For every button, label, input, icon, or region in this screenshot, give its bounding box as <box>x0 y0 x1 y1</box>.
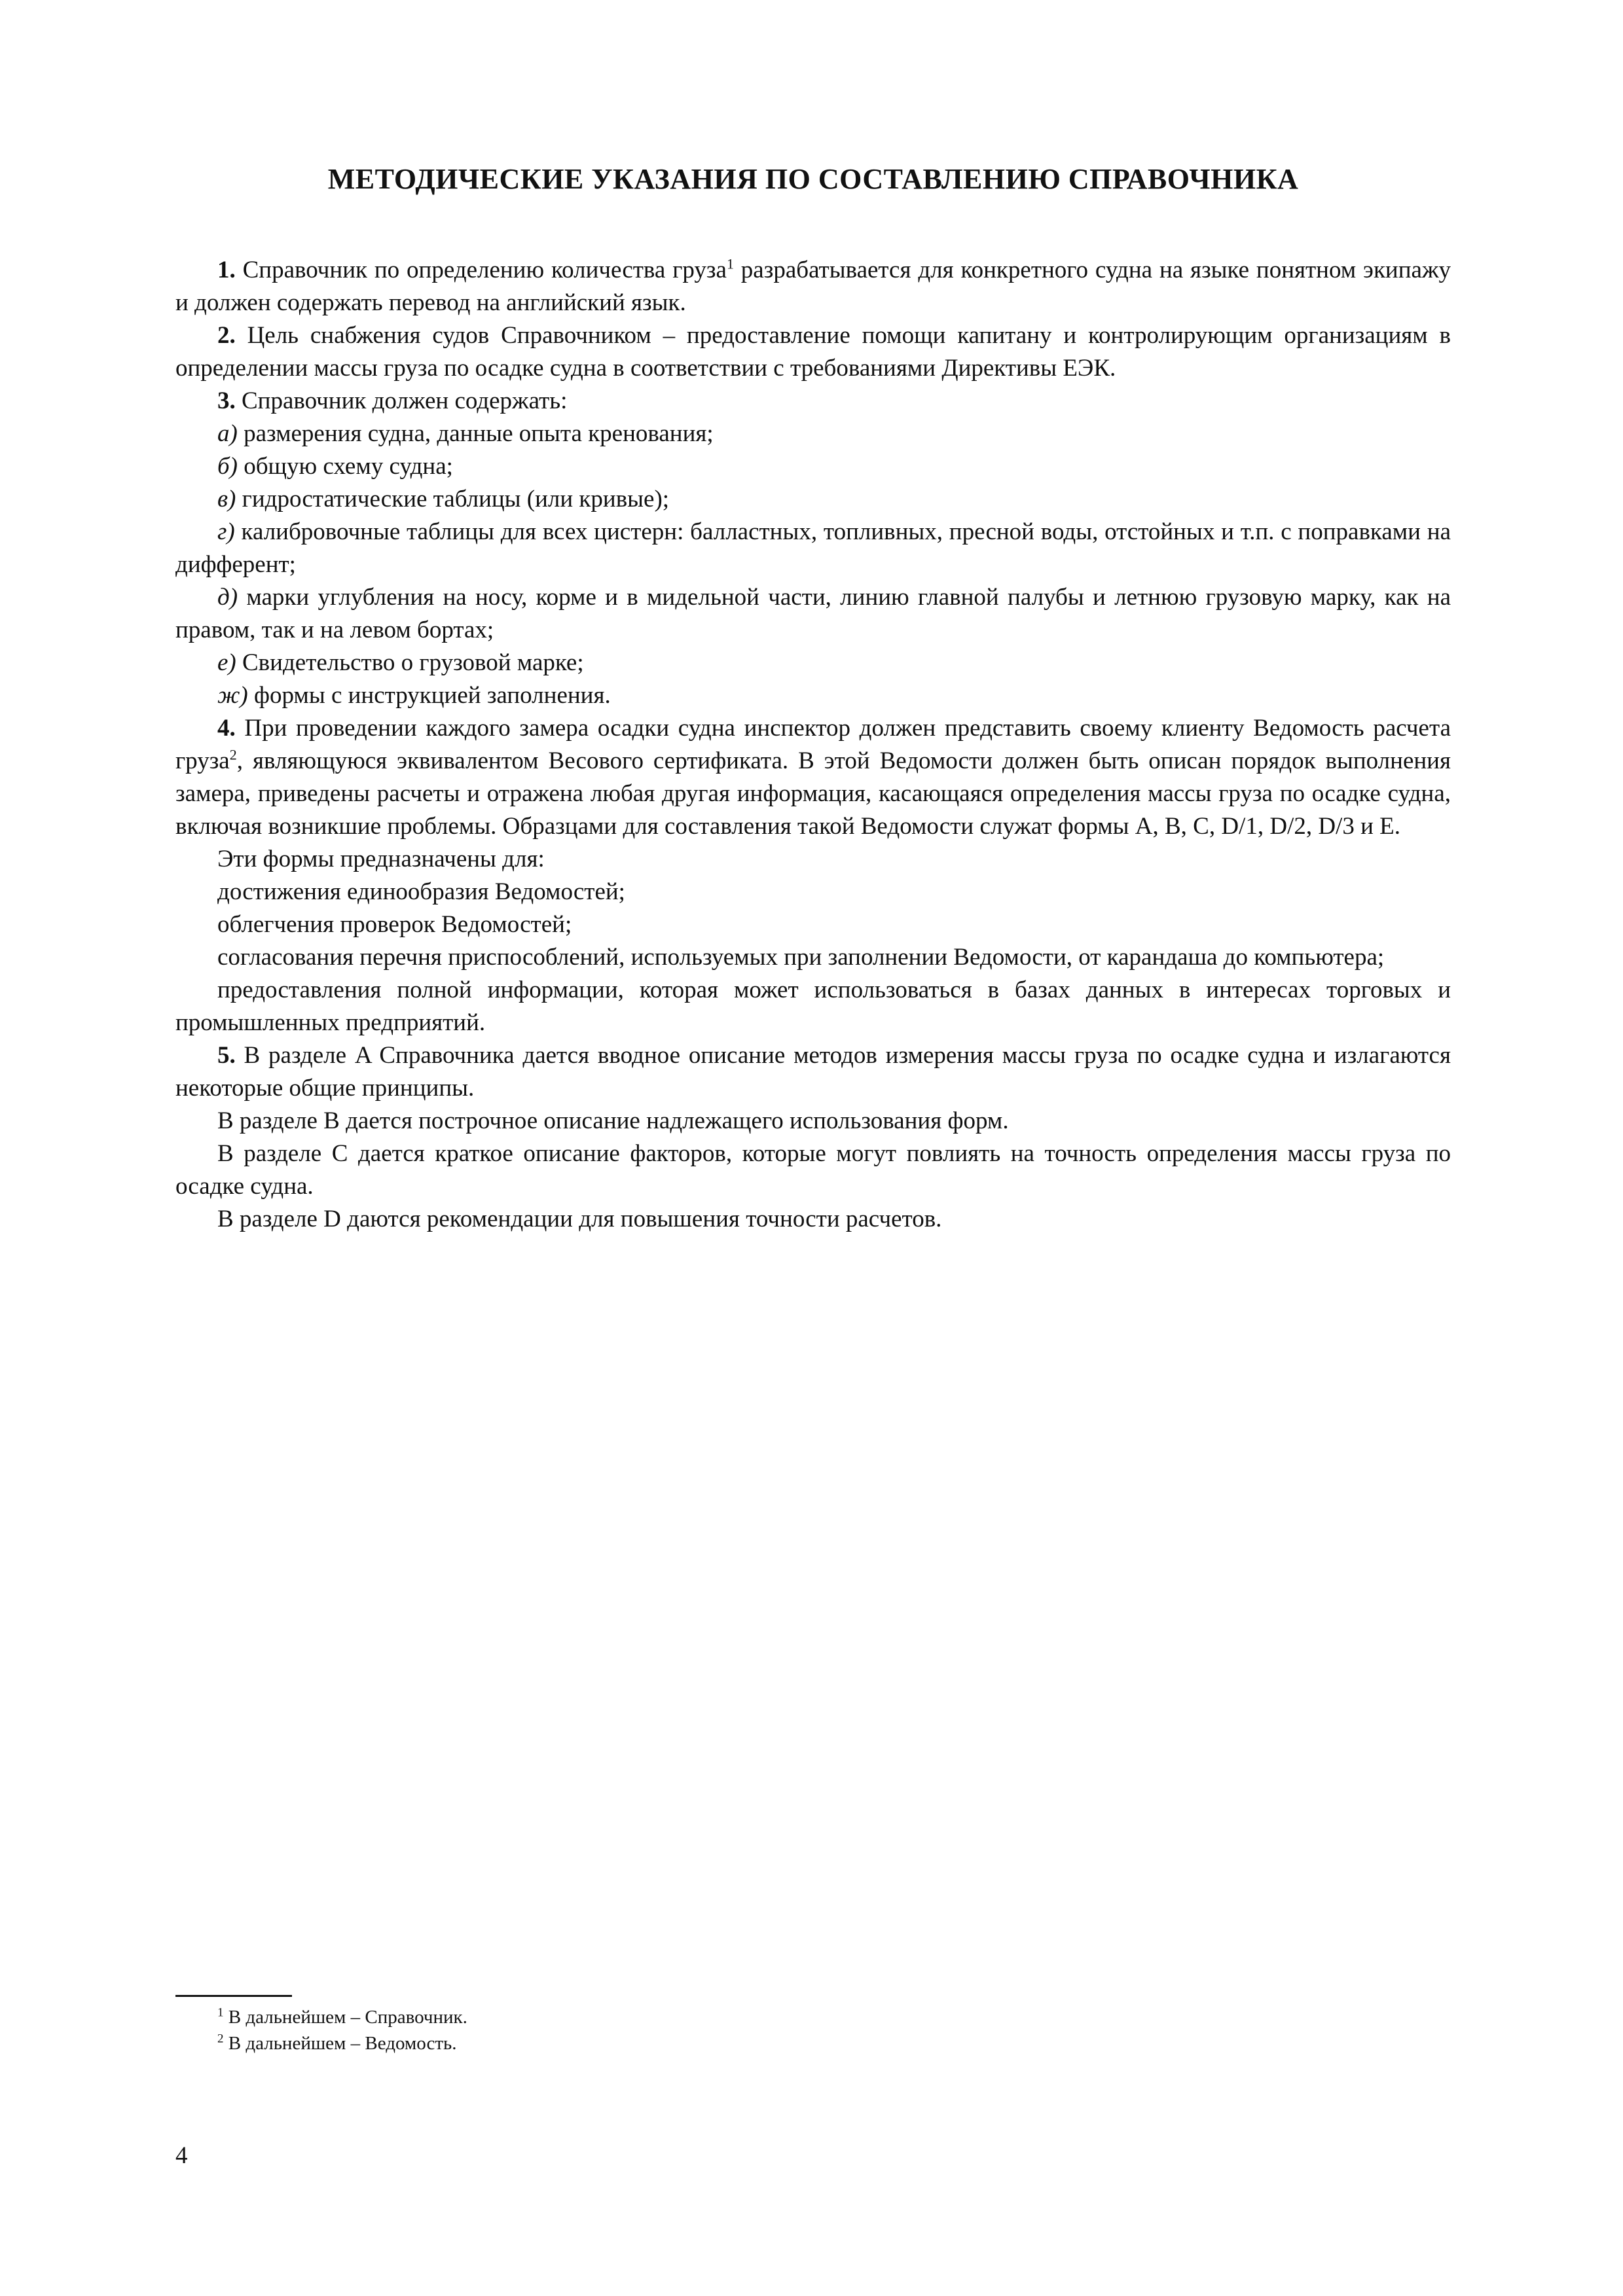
section-description: В разделе D даются рекомендации для повышения точности расчетов. <box>217 1206 942 1232</box>
paragraph-text: , являющуюся эквивалентом Весового сертификата. В этой Ведомости должен быть описан порядок выполнения замера, приведены расчеты и отражена любая другая информация, касающаяся определения массы груза по осадке судна, включая возникшие проблемы. Образцами для составления такой Ведомости служат формы A, B, C, D/1, D/2, D/3 и E. <box>175 747 1451 840</box>
list-text: размерения судна, данные опыта кренования; <box>237 420 714 447</box>
purpose-item: облегчения проверок Ведомостей; <box>217 911 572 938</box>
footnotes <box>175 2004 1451 2056</box>
list-text: гидростатические таблицы (или кривые); <box>236 486 670 512</box>
list-text: калибровочные таблицы для всех цистерн: балластных, топливных, пресной воды, отстойных и т.п. с поправками на дифферент; <box>175 518 1451 578</box>
paragraph-1 <box>175 254 1451 319</box>
list-text: марки углубления на носу, корме и в мидельной части, линию главной палубы и летнюю грузовую марку, как на правом, так и на левом бортах; <box>175 584 1451 643</box>
footnote <box>175 2004 1451 2030</box>
section-description: В разделе B дается построчное описание надлежащего использования форм. <box>217 1107 1009 1134</box>
footnote <box>175 2030 1451 2056</box>
paragraph-text: Справочник должен содержать: <box>235 387 568 414</box>
list-item <box>175 516 1451 581</box>
list-item <box>175 581 1451 647</box>
list-item <box>175 450 1451 483</box>
footnote-divider <box>175 1995 292 1997</box>
paragraph-3 <box>175 385 1451 418</box>
list-text: Свидетельство о грузовой марке; <box>236 649 584 676</box>
section-description: В разделе C дается краткое описание факторов, которые могут повлиять на точность определения массы груза по осадке судна. <box>175 1140 1451 1200</box>
list-text: общую схему судна; <box>237 453 453 480</box>
paragraph-2 <box>175 319 1451 385</box>
item-number: 1. <box>217 257 236 283</box>
list-letter: а) <box>217 420 238 447</box>
list-letter: г) <box>217 518 235 545</box>
footnote-mark: 1 <box>217 2005 224 2020</box>
paragraph-text: В разделе A Справочника дается вводное описание методов измерения массы груза по осадке судна и излагаются некоторые общие принципы. <box>175 1042 1451 1102</box>
list-letter: ж) <box>217 682 248 709</box>
page-title: МЕТОДИЧЕСКИЕ УКАЗАНИЯ ПО СОСТАВЛЕНИЮ СПРАВОЧНИКА <box>327 163 1299 195</box>
footnote-text: В дальнейшем – Справочник. <box>223 2007 467 2028</box>
item-number: 2. <box>217 322 236 349</box>
page-number: 4 <box>175 2142 188 2169</box>
paragraph-forms-intro: Эти формы предназначены для: <box>217 846 545 872</box>
list-letter: д) <box>217 584 238 611</box>
paragraph-text: разрабатывается для конкретного судна на языке понятном экипажу и должен содержать перевод на английский язык. <box>175 257 1451 316</box>
purpose-item: предоставления полной информации, которая может использоваться в базах данных в интересах торговых и промышленных предприятий. <box>175 977 1451 1036</box>
footnote-mark: 2 <box>217 2032 224 2046</box>
list-item <box>175 418 1451 450</box>
list-item <box>175 647 1451 679</box>
list-letter: е) <box>217 649 236 676</box>
paragraph-text: Справочник по определению количества груза <box>235 257 727 283</box>
footnote-ref: 2 <box>229 746 237 763</box>
paragraph-text: При проведении каждого замера осадки судна инспектор должен представить своему клиенту Ведомость расчета груза <box>175 715 1451 774</box>
paragraph-text: Цель снабжения судов Справочником – предоставление помощи капитану и контролирующим организациям в определении массы груза по осадке судна в соответствии с требованиями Директивы ЕЭК. <box>175 322 1451 382</box>
purpose-item: достижения единообразия Ведомостей; <box>217 878 625 905</box>
paragraph-5 <box>175 1039 1451 1105</box>
list-letter: в) <box>217 486 236 512</box>
item-number: 5. <box>217 1042 236 1069</box>
footnote-ref: 1 <box>726 255 734 272</box>
item-number: 3. <box>217 387 236 414</box>
purpose-item: согласования перечня приспособлений, используемых при заполнении Ведомости, от карандаша до компьютера; <box>217 944 1385 971</box>
footnote-text: В дальнейшем – Ведомость. <box>223 2033 457 2054</box>
list-text: формы с инструкцией заполнения. <box>247 682 611 709</box>
list-letter: б) <box>217 453 238 480</box>
item-number: 4. <box>217 715 236 742</box>
list-item <box>175 483 1451 516</box>
list-item <box>175 679 1451 712</box>
body-text <box>175 254 1451 1236</box>
paragraph-4 <box>175 712 1451 843</box>
